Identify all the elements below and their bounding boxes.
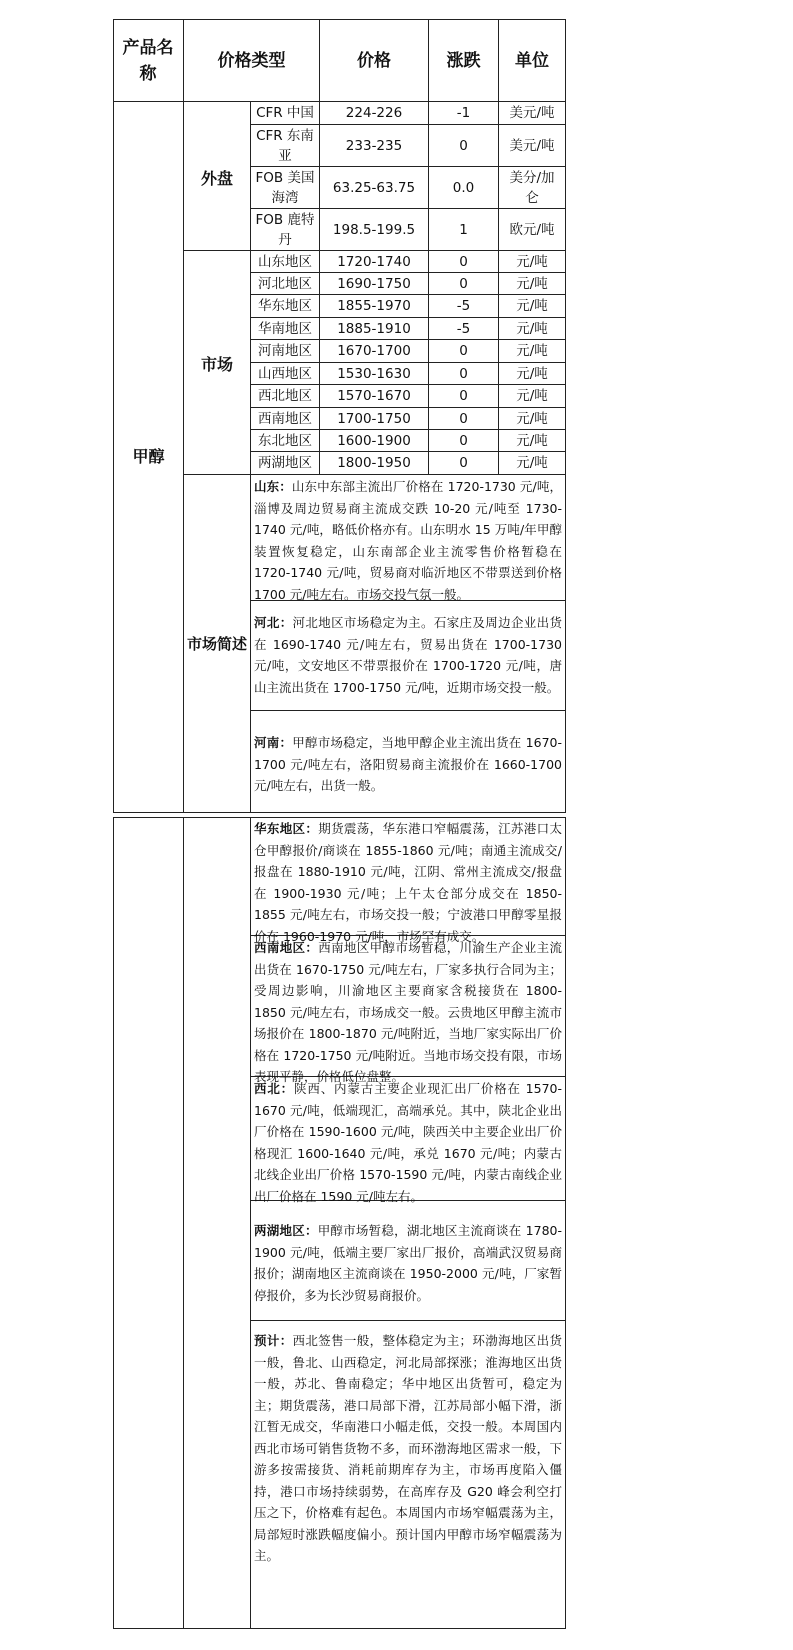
summary-henan [251,732,565,812]
external-price: 198.5-199.5 [332,221,416,238]
market-unit: 元/吨 [516,343,548,359]
external-price: 233-235 [345,137,403,154]
market-price: 1600-1900 [337,432,411,449]
market-price: 1570-1670 [337,388,411,404]
external-type: FOB 鹿特丹 [255,211,315,248]
market-change: 0 [459,365,468,382]
summary-label: 西南地区： [254,940,319,955]
table2-bottom-border [113,1628,566,1629]
market-price: 1530-1630 [337,365,411,382]
market-price: 1700-1750 [337,410,411,427]
summary-text: 甲醇市场暂稳，湖北地区主流商谈在 1780-1900 元/吨，低端主要厂家出厂报价，高端武汉贸易商报价；湖南地区主流商谈在 1950-2000 元/吨，厂家暂停报价，多为长沙贸易商报价。 [254,1223,562,1303]
market-price: 1670-1700 [337,343,411,359]
summary-text: 山东中东部主流出厂价格在 1720-1730 元/吨，淄博及周边贸易商主流成交跌 10-20 元/吨至 1730-1740 元/吨，略低价格亦有。山东明水 15 万吨/年甲醇装置恢复稳定，山东南部企业主流零售价格暂稳在 1720-1740 元/吨，贸易商对临沂地区不带票送到价格 1700 元/吨左右。市场交投气氛一般。 [254,479,562,602]
market-type: 山西地区 [258,365,312,382]
table1-right-border [565,19,566,813]
summary-text: 甲醇市场稳定，当地甲醇企业主流出货在 1670-1700 元/吨左右，洛阳贸易商主流报价在 1660-1700 元/吨左右，出货一般。 [254,735,562,793]
external-unit: 美分/加仑 [509,169,555,206]
table2-right-border [565,817,566,1629]
market-price: 1720-1740 [337,253,411,270]
market-unit: 元/吨 [516,432,548,449]
market-unit: 元/吨 [516,455,548,471]
summary-hebei [251,612,565,710]
summary-xinan [251,937,565,1084]
external-price: 224-226 [345,105,403,121]
table2-col-divider-1 [183,817,184,1629]
header-unit: 单位 [515,50,549,71]
market-change: 0 [459,455,468,471]
external-type: CFR 东南亚 [256,127,314,164]
summary-forecast [251,1330,565,1628]
market-change: 0 [459,275,468,292]
market-type: 两湖地区 [258,455,312,471]
group-label-market: 市场 [200,354,233,374]
summary-text: 河北地区市场稳定为主。石家庄及周边企业出货在 1690-1740 元/吨左右，贸易出货在 1700-1730 元/吨，文安地区不带票报价在 1700-1720 元/吨，唐山主流出货在 1700-1750 元/吨，近期市场交投一般。 [254,615,562,695]
market-change: 0 [459,432,468,449]
rule-sum-6 [250,1320,566,1321]
summary-label: 河北： [254,615,293,630]
col-divider-1 [183,19,184,813]
market-change: 0 [459,388,468,404]
summary-label: 两湖地区： [254,1223,318,1238]
summary-text: 陕西、内蒙古主要企业现汇出厂价格在 1570-1670 元/吨，低端现汇，高端承兑。其中，陕北企业出厂价格在 1590-1600 元/吨，陕西关中主要企业出厂价格现汇 1600-1640 元/吨，承兑 1670 元/吨；内蒙古北线企业出厂价格 1570-1590 元/吨，内蒙古南线企业出厂价格在 1590 元/吨左右。 [254,1081,562,1204]
market-change: -5 [456,298,471,314]
summary-lianghu [251,1220,565,1320]
table2-left-border [113,817,114,1629]
external-type: CFR 中国 [256,105,314,121]
table1-bottom-border [113,812,566,813]
market-unit: 元/吨 [516,410,548,427]
external-unit: 美元/吨 [509,105,555,121]
header-change: 涨跌 [446,50,481,71]
summary-label: 山东： [254,479,292,494]
market-change: 0 [459,253,468,270]
summary-text: 西南地区甲醇市场暂稳，川渝生产企业主流出货在 1670-1750 元/吨左右，厂家多执行合同为主；受周边影响，川渝地区主要商家含税接货在 1800-1850 元/吨左右，市场成交一般。云贵地区甲醇主流市场报价在 1800-1870 元/吨附近，当地厂家实际出厂价格在 1720-1750 元/吨附近。当地市场交投有限，市场表现平静，价格低位盘整。 [254,940,562,1084]
group-label-external: 外盘 [200,168,233,188]
table1-left-border [113,19,114,813]
market-change: -5 [456,320,471,337]
market-price: 1800-1950 [337,455,411,471]
external-price: 63.25-63.75 [332,179,416,196]
summary-label: 华东地区： [254,821,319,836]
rule-mkt-end [183,474,566,475]
group-label-summary: 市场简述 [186,634,247,653]
external-change: 1 [459,221,468,238]
market-unit: 元/吨 [516,388,548,404]
market-type: 山东地区 [258,253,312,270]
market-type: 西南地区 [258,410,312,427]
external-unit: 欧元/吨 [509,221,555,238]
external-change: -1 [456,105,471,121]
market-unit: 元/吨 [516,365,548,382]
market-unit: 元/吨 [516,275,548,292]
summary-label: 西北： [254,1081,295,1096]
market-price: 1690-1750 [337,275,411,292]
market-unit: 元/吨 [516,253,548,270]
header-price-type: 价格类型 [217,50,286,71]
external-type: FOB 美国海湾 [255,169,315,206]
market-unit: 元/吨 [516,320,548,337]
product-label: 甲醇 [132,446,165,466]
market-type: 西北地区 [258,388,312,404]
summary-text: 期货震荡，华东港口窄幅震荡，江苏港口太仓甲醇报价/商谈在 1855-1860 元/吨；南通主流成交/报盘在 1880-1910 元/吨，江阴、常州主流成交/报盘在 1900-1930 元/吨；上午太仓部分成交在 1850-1855 元/吨左右，市场交投一般；宁波港口甲醇零星报价在 1960-1970 元/吨，市场罕有成交。 [254,821,562,944]
market-unit: 元/吨 [516,298,548,314]
market-type: 东北地区 [258,432,312,449]
summary-text: 西北签售一般，整体稳定为主；环渤海地区出货一般，鲁北、山西稳定，河北局部探涨；淮海地区出货一般，苏北、鲁南稳定；华中地区出货暂可，稳定为主；期货震荡，港口局部下滑，江苏局部小幅下滑，浙江暂无成交，华南港口小幅走低，交投一般。本周国内西北市场可销售货物不多，而环渤海地区需求一般，下游多按需接货、消耗前期库存为主，市场再度陷入僵持，港口市场持续弱势，在高库存及 G20 峰会利空打压之下，价格难有起色。本周国内市场窄幅震荡为主，局部短时涨跌幅度偏小。预计国内甲醇市场窄幅震荡为主。 [254,1333,562,1563]
rule-sum-2 [250,710,566,711]
summary-xibei [251,1078,565,1204]
summary-shandong [251,476,565,600]
market-change: 0 [459,343,468,359]
external-change: 0.0 [452,179,475,196]
header-price: 价格 [357,50,391,71]
summary-label: 预计： [254,1333,293,1348]
external-unit: 美元/吨 [509,137,555,154]
market-change: 0 [459,410,468,427]
market-price: 1855-1970 [337,298,411,314]
market-type: 华南地区 [258,320,312,337]
market-type: 河北地区 [258,275,312,292]
market-type: 华东地区 [258,298,312,314]
market-type: 河南地区 [258,343,312,359]
external-change: 0 [459,137,468,154]
header-product-name: 产品名称 [122,37,174,84]
market-price: 1885-1910 [337,320,411,337]
summary-huadong [251,818,565,944]
summary-label: 河南： [254,735,293,750]
